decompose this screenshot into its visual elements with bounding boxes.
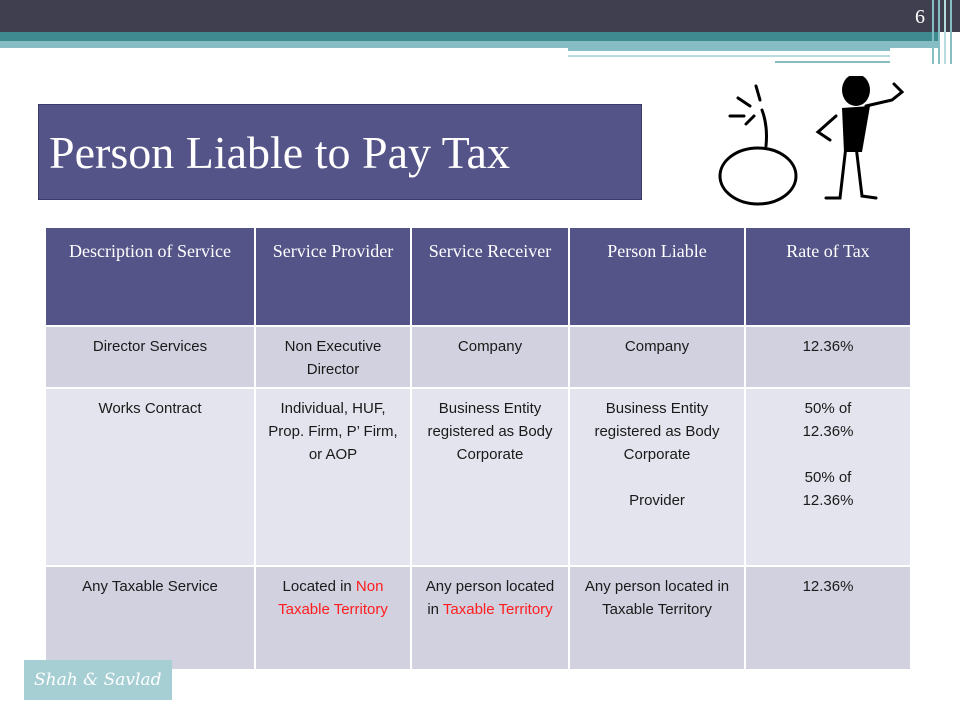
- column-header: Description of Service: [46, 228, 255, 326]
- top-bar: [0, 0, 960, 32]
- column-header: Person Liable: [569, 228, 745, 326]
- page-number: 6: [915, 6, 925, 28]
- table-cell: Company: [411, 326, 569, 388]
- highlight-text: Taxable Territory: [442, 601, 553, 618]
- table-cell: [411, 566, 569, 670]
- table-cell: Company: [569, 326, 745, 388]
- tax-liability-table: [46, 228, 910, 671]
- footer-brand: Shah & Savlad: [34, 670, 162, 690]
- accent-stripe-dark: [0, 32, 940, 41]
- accent-vertical-line: [950, 0, 952, 64]
- column-header: Service Provider: [255, 228, 411, 326]
- accent-line: [568, 48, 890, 51]
- accent-stripe-light: [0, 41, 940, 48]
- cell-line: Provider: [629, 492, 685, 509]
- confused-figure-with-bomb-icon: [716, 76, 916, 206]
- cell-text: Any person located in: [425, 578, 555, 618]
- cell-line: Business Entity registered as Body Corporate: [594, 400, 720, 463]
- table-row: [46, 566, 910, 670]
- cell-line: 50% of 12.36%: [802, 400, 854, 440]
- table-cell: [745, 388, 910, 566]
- accent-line: [775, 61, 890, 63]
- table-cell: Business Entity registered as Body Corporate: [411, 388, 569, 566]
- accent-vertical-line: [944, 0, 946, 64]
- table-cell: Any Taxable Service: [46, 566, 255, 670]
- footer-badge: [24, 660, 172, 700]
- table-row: [46, 326, 910, 388]
- table-cell: [569, 388, 745, 566]
- table-cell: Any person located in Taxable Territory: [569, 566, 745, 670]
- table-cell: Non Executive Director: [255, 326, 411, 388]
- accent-line: [568, 55, 890, 57]
- table-cell: Works Contract: [46, 388, 255, 566]
- table-cell: Individual, HUF, Prop. Firm, P’ Firm, or AOP: [255, 388, 411, 566]
- table-row: [46, 388, 910, 566]
- cell-text: Located in: [282, 578, 356, 595]
- title-box: [38, 104, 642, 200]
- table-cell: [255, 566, 411, 670]
- table-header-row: [46, 228, 910, 326]
- cell-line: 50% of 12.36%: [802, 469, 854, 509]
- column-header: Service Receiver: [411, 228, 569, 326]
- column-header: Rate of Tax: [745, 228, 910, 326]
- highlight-text: Non Taxable Territory: [278, 578, 388, 618]
- page-title: Person Liable to Pay Tax: [49, 126, 510, 178]
- table-cell: Director Services: [46, 326, 255, 388]
- table-cell: 12.36%: [745, 326, 910, 388]
- table-cell: 12.36%: [745, 566, 910, 670]
- accent-vertical-line: [938, 0, 940, 64]
